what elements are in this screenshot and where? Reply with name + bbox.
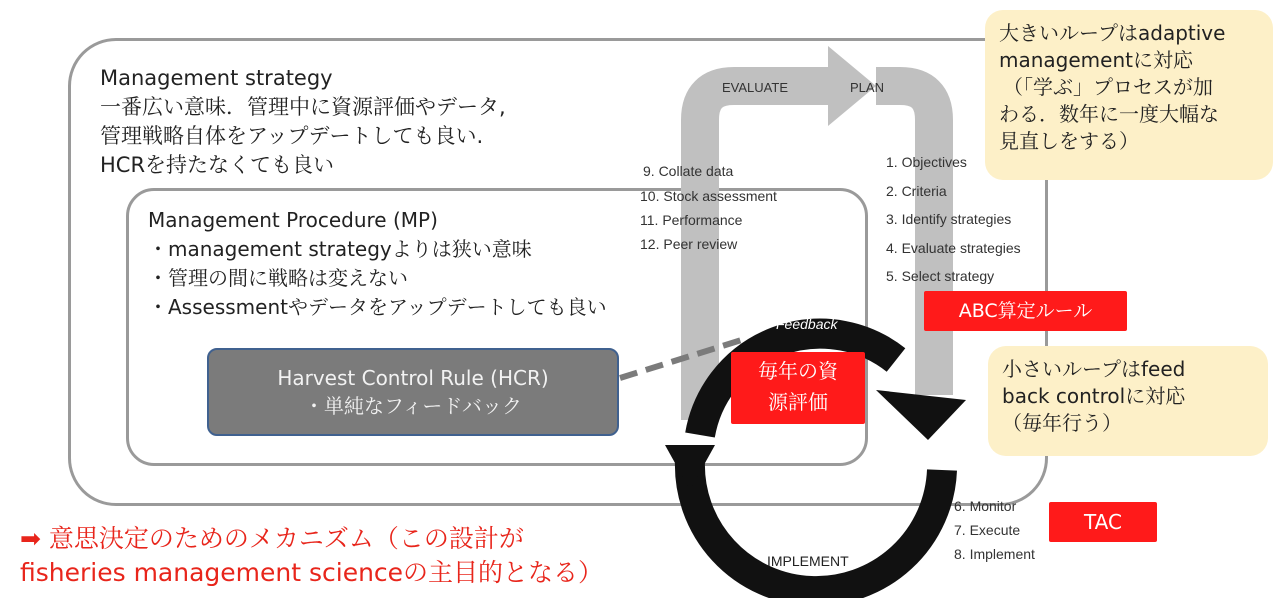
annual-assessment-label xyxy=(731,352,865,424)
mp-line-3: ・Assessmentやデータをアップデートしても良い xyxy=(148,295,607,319)
plan-label: PLAN xyxy=(850,80,884,95)
feedback-label: Feedback xyxy=(776,316,838,332)
annual-assessment-line-1: 毎年の資 xyxy=(758,359,838,383)
plan-step: 2. Criteria xyxy=(886,182,947,199)
plan-step: 5. Select strategy xyxy=(886,268,995,284)
plan-step: 4. Evaluate strategies xyxy=(886,239,1021,256)
ms-line-2: 管理戦略自体をアップデートしても良い. xyxy=(100,124,484,148)
plan-step: 3. Identify strategies xyxy=(886,211,1012,227)
evaluate-label: EVALUATE xyxy=(722,80,788,95)
mp-title: Management Procedure (MP) xyxy=(148,208,438,232)
big-loop-callout xyxy=(985,10,1273,180)
hcr-title: Harvest Control Rule (HCR) xyxy=(277,366,549,390)
small-loop-line: back controlに対応 xyxy=(1002,384,1186,408)
annual-assessment-line-2: 源評価 xyxy=(768,390,828,414)
evaluate-step: 12. Peer review xyxy=(640,236,738,252)
small-loop-lower xyxy=(690,460,942,591)
big-loop-line: 見直しをする） xyxy=(999,129,1139,153)
plan-step: 1. Objectives xyxy=(886,154,967,170)
abc-rule-label: ABC算定ルール xyxy=(924,291,1127,331)
tac-label: TAC xyxy=(1049,502,1157,542)
small-loop-arrowhead-right xyxy=(876,390,966,440)
implement-steps xyxy=(954,494,1035,566)
evaluate-steps xyxy=(640,158,777,256)
conclusion-line-1: ➡ 意思決定のためのメカニズム（この設計が xyxy=(20,524,524,553)
small-loop-line: 小さいループはfeed xyxy=(1002,357,1186,381)
mp-line-1: ・management strategyよりは狭い意味 xyxy=(148,237,532,261)
evaluate-step: 10. Stock assessment xyxy=(640,188,777,204)
small-loop-arrowhead-left xyxy=(665,445,715,490)
evaluate-step: 9. Collate data xyxy=(643,163,734,179)
implement-step: 8. Implement xyxy=(954,546,1035,562)
ms-line-3: HCRを持たなくても良い xyxy=(100,153,335,177)
implement-label: IMPLEMENT xyxy=(767,553,849,569)
evaluate-step: 11. Performance xyxy=(640,212,743,228)
management-procedure-text xyxy=(148,206,607,322)
implement-step: 6. Monitor xyxy=(954,498,1017,514)
small-loop-line: （毎年行う） xyxy=(1002,411,1122,435)
big-loop-line: 大きいループはadaptive xyxy=(999,21,1226,45)
ms-line-1: 一番広い意味．管理中に資源評価やデータ, xyxy=(100,95,506,119)
big-loop-line: わる．数年に一度大幅な xyxy=(999,102,1219,126)
big-loop-line: （「学ぶ」プロセスが加 xyxy=(1003,75,1213,99)
hcr-subtitle: ・単純なフィードバック xyxy=(304,394,522,418)
conclusion-line-2: fisheries management scienceの主目的となる） xyxy=(20,558,604,587)
hcr-box xyxy=(207,348,619,436)
ms-title: Management strategy xyxy=(100,66,333,90)
implement-step: 7. Execute xyxy=(954,522,1021,538)
small-loop-callout xyxy=(988,346,1268,456)
big-loop-line: managementに対応 xyxy=(999,48,1193,72)
conclusion-text xyxy=(20,522,603,590)
management-strategy-text xyxy=(100,64,506,180)
mp-line-2: ・管理の間に戦略は変えない xyxy=(148,266,408,290)
